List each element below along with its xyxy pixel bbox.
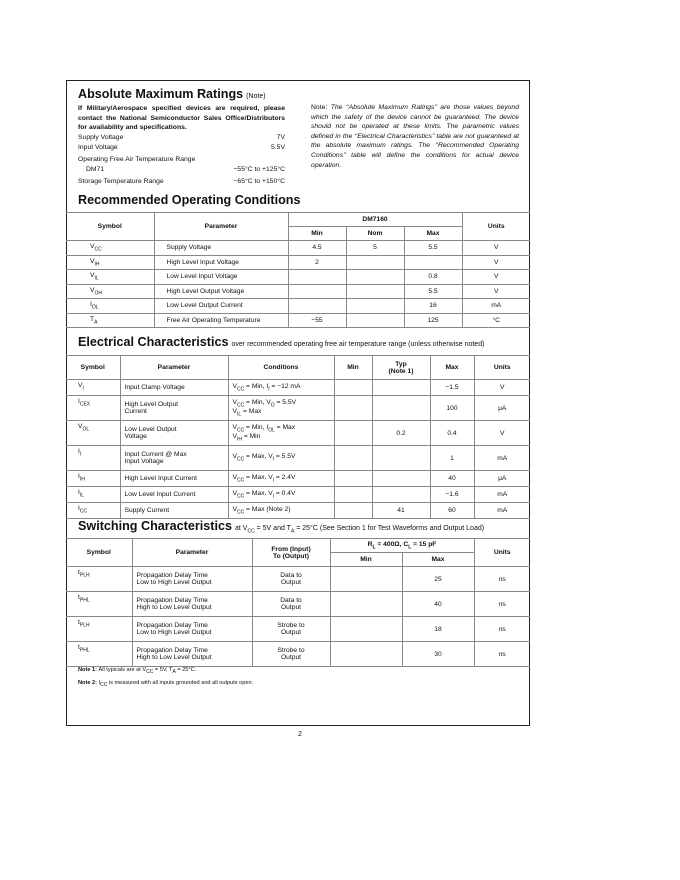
roc-title: Recommended Operating Conditions [78, 193, 301, 207]
cell-symbol: $V_{OL}$ [66, 421, 120, 446]
cell-parameter: Low Level Input Current [120, 487, 228, 503]
cell-units: μA [474, 471, 530, 487]
cell-parameter: Low Level Output Current [154, 299, 288, 314]
cell-min [330, 567, 402, 592]
cell-units: ns [474, 642, 530, 667]
cell-parameter: Supply Voltage [154, 241, 288, 256]
cell-parameter: Propagation Delay Time High to Low Level Output [132, 592, 252, 617]
col-conditions: Conditions [228, 356, 334, 380]
cell-parameter: High Level Input Current [120, 471, 228, 487]
cell-units: mA [474, 503, 530, 519]
table-row [66, 503, 530, 519]
cell-nom [346, 299, 404, 314]
cell-from-to: Strobe to Output [252, 642, 330, 667]
cell-max: 125 [404, 313, 462, 328]
cell-max: 60 [430, 503, 474, 519]
cell-nom [346, 270, 404, 285]
table-row [66, 567, 530, 592]
cell-symbol: $V_{IL}$ [66, 270, 154, 285]
cell-conditions: $V_{CC}$ = Min, $V_O = 5.5V$ $V_{IL}$ = Max [228, 396, 334, 421]
cell-nom [346, 255, 404, 270]
cell-nom [346, 284, 404, 299]
cell-min [330, 592, 402, 617]
cell-units: μA [474, 396, 530, 421]
cell-min [334, 503, 372, 519]
cell-units: V [462, 270, 530, 285]
cell-units: V [462, 255, 530, 270]
cell-min: −55 [288, 313, 346, 328]
cell-max: 40 [402, 592, 474, 617]
page-number: 2 [298, 731, 302, 738]
abs-item: Operating Free Air Temperature Range [78, 156, 196, 163]
sw-subtitle: at $V_{CC} = 5V$ and $T_A = 25^\circ C$ (See Section 1 for Test Waveforms and Output Load) [234, 525, 485, 535]
abs-item: Storage Temperature Range −65°C to +150°C [78, 178, 285, 185]
cell-min [330, 617, 402, 642]
note: Note 1: All typicals are at $V_{CC} = 5V$, $T_A = 25^\circ C$. [78, 667, 197, 676]
cell-symbol: $I_{CEX}$ [66, 396, 120, 421]
table-row [66, 471, 530, 487]
cell-max: 0.4 [430, 421, 474, 446]
abs-max-title: Absolute Maximum Ratings (Note) [78, 87, 266, 101]
cell-symbol: $I_{OL}$ [66, 299, 154, 314]
roc-table [66, 212, 530, 328]
abs-item: DM71 −55°C to +125°C [86, 166, 285, 173]
cell-from-to: Data to Output [252, 592, 330, 617]
cell-symbol: $t_{PLH}$ [66, 617, 132, 642]
cell-parameter: Propagation Delay Time High to Low Level Output [132, 642, 252, 667]
cell-conditions: $V_{CC}$ = Min, $I_{OL}$ = Max $V_{IH}$ = Min [228, 421, 334, 446]
cell-max: 1 [430, 446, 474, 471]
cell-min [334, 471, 372, 487]
cell-symbol: $T_A$ [66, 313, 154, 328]
cell-max: 16 [404, 299, 462, 314]
note: Note 2: $I_{CC}$ is measured with all inputs grounded and all outputs open. [78, 680, 254, 689]
cell-nom: 5 [346, 241, 404, 256]
cell-typ [372, 396, 430, 421]
cell-parameter: Low Level Input Voltage [154, 270, 288, 285]
cell-max: 18 [402, 617, 474, 642]
cell-min [288, 284, 346, 299]
cell-parameter: Free Air Operating Temperature [154, 313, 288, 328]
table-row [66, 284, 530, 299]
cell-from-to: Strobe to Output [252, 617, 330, 642]
cell-parameter: Propagation Delay Time Low to High Level Output [132, 567, 252, 592]
table-row [66, 241, 530, 256]
table-row [66, 270, 530, 285]
col-nom: Nom [346, 227, 404, 241]
cell-conditions: $V_{CC}$ = Min, $I_I = -12$ mA [228, 380, 334, 396]
cell-min: 2 [288, 255, 346, 270]
cell-max: −1.6 [430, 487, 474, 503]
cell-units: V [462, 241, 530, 256]
col-symbol: Symbol [66, 213, 154, 241]
abs-item: Supply Voltage 7V [78, 134, 285, 141]
cell-max: 100 [430, 396, 474, 421]
cell-units: mA [474, 446, 530, 471]
cell-min [334, 396, 372, 421]
cell-units: mA [462, 299, 530, 314]
cell-parameter: Supply Current [120, 503, 228, 519]
cell-max [404, 255, 462, 270]
col-symbol: Symbol [66, 539, 132, 567]
cell-min [334, 380, 372, 396]
ec-table [66, 355, 530, 519]
cell-max: 0.8 [404, 270, 462, 285]
cell-typ: 0.2 [372, 421, 430, 446]
cell-units: V [474, 380, 530, 396]
cell-typ [372, 487, 430, 503]
cell-symbol: $V_{OH}$ [66, 284, 154, 299]
col-max: Max [402, 553, 474, 567]
cell-typ [372, 471, 430, 487]
cell-min [334, 446, 372, 471]
cell-typ: 41 [372, 503, 430, 519]
cell-symbol: $V_I$ [66, 380, 120, 396]
cell-max: 5.5 [404, 284, 462, 299]
table-row [66, 487, 530, 503]
col-device: DM7160 [288, 213, 462, 227]
col-max: Max [404, 227, 462, 241]
cell-from-to: Data to Output [252, 567, 330, 592]
cell-nom [346, 313, 404, 328]
col-min: Min [330, 553, 402, 567]
cell-symbol: $t_{PLH}$ [66, 567, 132, 592]
cell-parameter: Propagation Delay Time Low to High Level Output [132, 617, 252, 642]
sw-table [66, 538, 530, 667]
cell-units: °C [462, 313, 530, 328]
cell-units: V [462, 284, 530, 299]
cell-typ [372, 380, 430, 396]
cell-parameter: High Level Output Current [120, 396, 228, 421]
cell-units: V [474, 421, 530, 446]
cell-max: −1.5 [430, 380, 474, 396]
col-typ: Typ (Note 1) [372, 356, 430, 380]
cell-min [334, 487, 372, 503]
col-units: Units [474, 356, 530, 380]
cell-parameter: Input Clamp Voltage [120, 380, 228, 396]
cell-max: 30 [402, 642, 474, 667]
table-row [66, 421, 530, 446]
col-parameter: Parameter [154, 213, 288, 241]
ec-title: Electrical Characteristics over recommended operating free air temperature range (unless otherwise noted) [78, 335, 485, 349]
notes [78, 665, 253, 691]
cell-min: 4.5 [288, 241, 346, 256]
col-max: Max [430, 356, 474, 380]
col-symbol: Symbol [66, 356, 120, 380]
table-row [66, 617, 530, 642]
military-note: If Military/Aerospace specified devices are required, please contact the National Semiconductor Sales Office/Distributors for availability and specifications. [78, 105, 285, 132]
cell-conditions: $V_{CC}$ = Max, $V_I = 5.5V$ [228, 446, 334, 471]
cell-max: 40 [430, 471, 474, 487]
table-row [66, 380, 530, 396]
abs-max-right-note: Note: The ‘‘Absolute Maximum Ratings’’ are those values beyond which the safety of the device cannot be guaranteed. The device should not be operated at these limits. The parametric values defined in the ‘‘Electrical Characteristics’’ table are not guaranteed at the absolute maximum ratings. The ‘‘Recommended Operating Conditions’’ table will define the conditions for actual device operation. [311, 104, 519, 169]
sw-title: Switching Characteristics at $V_{CC} = 5V$ and $T_A = 25^\circ C$ (See Section 1 for Test Waveforms and Output Load) [78, 519, 485, 535]
cell-conditions: $V_{CC}$ = Max, $V_I = 2.4V$ [228, 471, 334, 487]
cell-symbol: $I_{IH}$ [66, 471, 120, 487]
cell-conditions: $V_{CC}$ = Max, $V_I = 0.4V$ [228, 487, 334, 503]
cell-parameter: High Level Output Voltage [154, 284, 288, 299]
abs-item: Input Voltage 5.5V [78, 144, 285, 151]
cell-min [288, 299, 346, 314]
cell-units: mA [474, 487, 530, 503]
table-row [66, 642, 530, 667]
cell-typ [372, 446, 430, 471]
cell-symbol: $I_I$ [66, 446, 120, 471]
cell-parameter: Low Level Output Voltage [120, 421, 228, 446]
table-row [66, 255, 530, 270]
table-row [66, 313, 530, 328]
cell-min [288, 270, 346, 285]
table-row [66, 592, 530, 617]
col-parameter: Parameter [120, 356, 228, 380]
abs-max-list [78, 133, 285, 187]
cell-max: 25 [402, 567, 474, 592]
cell-units: ns [474, 617, 530, 642]
cell-symbol: $V_{IH}$ [66, 255, 154, 270]
cell-symbol: $t_{PHL}$ [66, 592, 132, 617]
col-min: Min [334, 356, 372, 380]
col-min: Min [288, 227, 346, 241]
cell-parameter: High Level Input Voltage [154, 255, 288, 270]
cell-parameter: Input Current @ Max Input Voltage [120, 446, 228, 471]
cell-units: ns [474, 592, 530, 617]
table-row [66, 446, 530, 471]
col-parameter: Parameter [132, 539, 252, 567]
cell-conditions: $V_{CC}$ = Max (Note 2) [228, 503, 334, 519]
table-row [66, 299, 530, 314]
col-units: Units [462, 213, 530, 241]
col-load: $R_L = 400\Omega$, $C_L = 15$ pF [330, 539, 474, 553]
cell-symbol: $V_{CC}$ [66, 241, 154, 256]
cell-max: 5.5 [404, 241, 462, 256]
ec-subtitle: over recommended operating free air temperature range (unless otherwise noted) [231, 341, 485, 348]
col-units: Units [474, 539, 530, 567]
table-row [66, 396, 530, 421]
cell-symbol: $I_{IL}$ [66, 487, 120, 503]
cell-min [330, 642, 402, 667]
cell-symbol: $I_{CC}$ [66, 503, 120, 519]
cell-units: ns [474, 567, 530, 592]
col-from-to: From (Input) To (Output) [252, 539, 330, 567]
cell-symbol: $t_{PHL}$ [66, 642, 132, 667]
cell-min [334, 421, 372, 446]
